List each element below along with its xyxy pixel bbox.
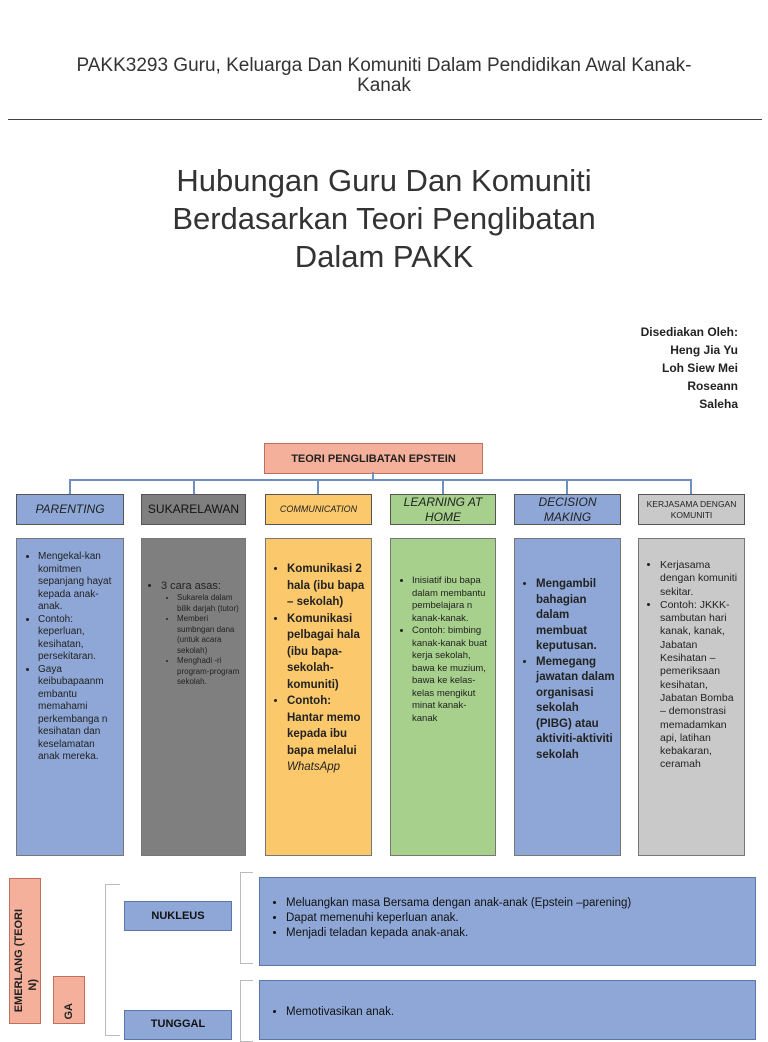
list-item: • Memberi sumbngan dana (untuk acara sekolah) bbox=[177, 614, 241, 656]
decision-making-details bbox=[514, 538, 621, 856]
side-label-text: N) bbox=[27, 979, 39, 991]
nukleus-label: NUKLEUS bbox=[124, 901, 232, 931]
author-name: Roseann bbox=[687, 379, 738, 393]
list-item bbox=[287, 693, 367, 776]
course-title-line1: PAKK3293 Guru, Keluarga Dan Komuniti Dalam Pendidikan Awal Kanak- bbox=[76, 55, 692, 76]
bracket-line bbox=[240, 980, 253, 1042]
header-divider bbox=[8, 119, 762, 120]
list-item: • Memegang jawatan dalam organisasi sekolah (PIBG) atau aktiviti-aktiviti sekolah bbox=[536, 655, 616, 764]
list-item: • Contoh: keperluan, kesihatan, persekitaran. bbox=[38, 614, 119, 664]
authors-label: Disediakan Oleh: bbox=[640, 325, 738, 339]
sukarelawan-details bbox=[141, 538, 246, 856]
list-item: • Menghadi -ri program-program sekolah. bbox=[177, 656, 241, 688]
learning-at-home-details bbox=[390, 538, 496, 856]
whatsapp-text: WhatsApp bbox=[287, 761, 341, 773]
category-communication: COMMUNICATION bbox=[265, 494, 372, 525]
author-name: Loh Siew Mei bbox=[661, 361, 738, 375]
page-title bbox=[84, 162, 684, 276]
side-label-text: EMERLANG (TEORI bbox=[13, 909, 25, 1013]
category-decision-making: DECISION MAKING bbox=[514, 494, 621, 525]
page-title-line2: Berdasarkan Teori Penglibatan bbox=[172, 201, 596, 236]
author-name: Heng Jia Yu bbox=[670, 343, 738, 357]
tunggal-details bbox=[259, 980, 756, 1040]
connector-line bbox=[566, 479, 568, 494]
list-item: • Komunikasi pelbagai hala (ibu bapa-sekolah-komuniti) bbox=[287, 611, 367, 694]
category-parenting: PARENTING bbox=[16, 494, 124, 525]
list-item: • Memotivasikan anak. bbox=[286, 1005, 749, 1020]
bracket-line bbox=[240, 872, 253, 964]
course-title bbox=[0, 56, 768, 96]
list-item: • Contoh: bimbing kanak-kanak buat kerja sekolah, bawa ke muzium, bawa ke kelas-kelas mengikut minat kanak-kanak bbox=[412, 625, 491, 725]
list-item: • Sukarela dalam bilik darjah (tutor) bbox=[177, 593, 241, 614]
connector-line bbox=[317, 479, 319, 494]
bracket-line bbox=[105, 884, 120, 1036]
list-item: • Contoh: JKKK-sambutan hari kanak, kanak, Jabatan Kesihatan – pemeriksaan kesihatan, Jabatan Bomba – demonstrasi memadamkan api, latihan kebakaran, ceramah bbox=[660, 599, 740, 772]
diagram-root-node: TEORI PENGLIBATAN EPSTEIN bbox=[264, 443, 483, 474]
connector-line bbox=[69, 479, 692, 481]
page-title-line1: Hubungan Guru Dan Komuniti bbox=[176, 163, 592, 198]
list-item: • Dapat memenuhi keperluan anak. bbox=[286, 911, 749, 926]
connector-line bbox=[193, 479, 195, 494]
author-name: Saleha bbox=[699, 397, 738, 411]
category-kerjasama: KERJASAMA DENGAN KOMUNITI bbox=[638, 494, 745, 525]
connector-line bbox=[69, 479, 71, 494]
list-item: • Inisiatif ibu bapa dalam membantu pembelajara n kanak-kanak. bbox=[412, 575, 491, 625]
course-title-line2: Kanak bbox=[357, 75, 411, 96]
page-title-line3: Dalam PAKK bbox=[294, 239, 474, 274]
side-label-text: GA bbox=[63, 1003, 75, 1020]
kerjasama-details bbox=[638, 538, 745, 856]
authors-block bbox=[641, 323, 738, 413]
list-item: • Kerjasama dengan komuniti sekitar. bbox=[660, 559, 740, 599]
category-learning-at-home: LEARNING AT HOME bbox=[390, 494, 496, 525]
side-label-box bbox=[9, 878, 41, 1024]
communication-details bbox=[265, 538, 372, 856]
list-item bbox=[161, 579, 241, 688]
side-label-box bbox=[53, 976, 85, 1024]
parenting-details bbox=[16, 538, 124, 856]
connector-line bbox=[442, 479, 444, 494]
category-sukarelawan: SUKARELAWAN bbox=[141, 494, 246, 525]
list-item: • Menjadi teladan kepada anak-anak. bbox=[286, 926, 749, 941]
list-item: • Gaya keibubapaanm embantu memahami perkembanga n kesihatan dan keselamatan anak mereka. bbox=[38, 664, 119, 764]
list-item: • Mengambil bahagian dalam membuat keputusan. bbox=[536, 577, 616, 655]
nukleus-details bbox=[259, 877, 756, 966]
sukarelawan-intro: 3 cara asas: bbox=[161, 580, 221, 592]
list-item: • Meluangkan masa Bersama dengan anak-anak (Epstein –parening) bbox=[286, 896, 749, 911]
connector-line bbox=[690, 479, 692, 494]
communication-example: Contoh: Hantar memo kepada ibu bapa melalui bbox=[287, 695, 361, 757]
tunggal-label: TUNGGAL bbox=[124, 1010, 232, 1040]
list-item: • Komunikasi 2 hala (ibu bapa – sekolah) bbox=[287, 561, 367, 611]
list-item: • Mengekal-kan komitmen sepanjang hayat kepada anak-anak. bbox=[38, 551, 119, 614]
